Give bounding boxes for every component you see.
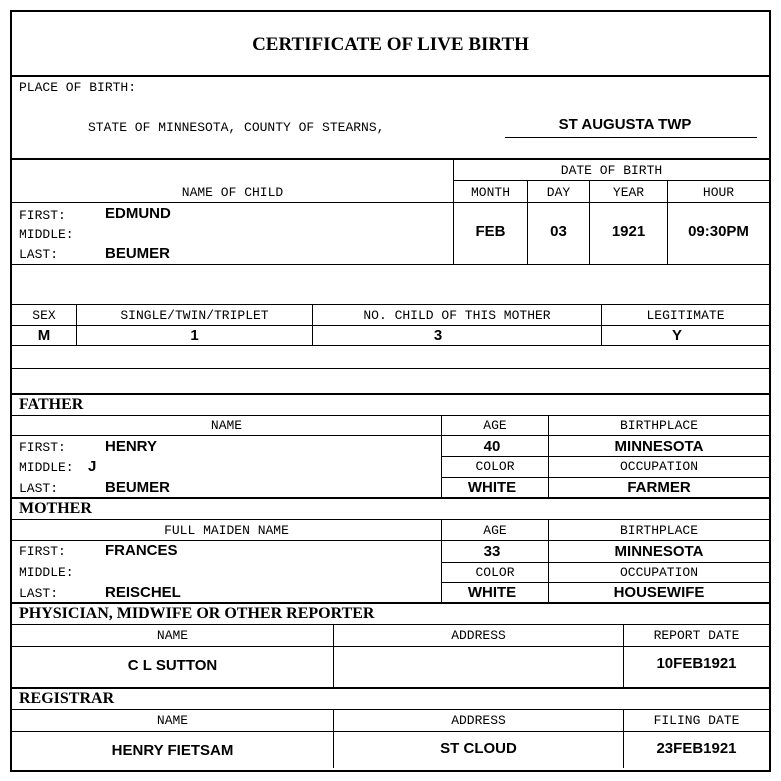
father-occupation-value: FARMER xyxy=(627,479,691,496)
registrar-address-label: ADDRESS xyxy=(451,713,506,728)
physician-report-date-value: 10FEB1921 xyxy=(656,655,737,672)
divider xyxy=(442,456,769,457)
day-label: DAY xyxy=(546,185,571,200)
mother-color-value: WHITE xyxy=(467,584,517,601)
sex-label: SEX xyxy=(32,308,56,323)
divider xyxy=(12,540,769,541)
child-last-label: LAST: xyxy=(19,247,59,262)
sex-value: M xyxy=(37,327,51,344)
birth-hour-value: 09:30PM xyxy=(688,223,749,240)
father-occupation-label: OCCUPATION xyxy=(619,459,698,474)
divider xyxy=(12,519,769,520)
divider xyxy=(12,393,769,395)
registrar-name-value: HENRY FIETSAM xyxy=(111,742,234,759)
mother-section-heading: MOTHER xyxy=(19,500,92,517)
township-underline xyxy=(505,137,757,138)
physician-section-heading: PHYSICIAN, MIDWIFE OR OTHER REPORTER xyxy=(19,605,375,622)
father-color-value: WHITE xyxy=(467,479,517,496)
father-birthplace-value: MINNESOTA xyxy=(614,438,704,455)
date-of-birth-header: DATE OF BIRTH xyxy=(560,163,663,178)
birth-year-value: 1921 xyxy=(611,223,646,240)
divider xyxy=(12,435,769,436)
child-number-value: 3 xyxy=(433,327,443,344)
father-section-heading: FATHER xyxy=(19,396,84,413)
mother-birthplace-label: BIRTHPLACE xyxy=(619,523,698,538)
certificate-title: CERTIFICATE OF LIVE BIRTH xyxy=(252,34,529,55)
father-middle-value: J xyxy=(88,458,97,475)
divider xyxy=(12,687,769,689)
father-first-value: HENRY xyxy=(105,438,157,455)
legitimate-label: LEGITIMATE xyxy=(646,308,725,323)
child-middle-label: MIDDLE: xyxy=(19,227,74,242)
birth-day-value: 03 xyxy=(550,223,567,240)
divider xyxy=(12,75,769,77)
mother-occupation-label: OCCUPATION xyxy=(619,565,698,580)
father-last-label: LAST: xyxy=(19,481,59,496)
divider xyxy=(442,477,769,478)
legitimate-value: Y xyxy=(671,327,682,344)
physician-name-value: C L SUTTON xyxy=(127,657,218,674)
divider xyxy=(12,624,769,625)
father-birthplace-label: BIRTHPLACE xyxy=(619,418,698,433)
divider xyxy=(442,562,769,563)
divider xyxy=(12,264,769,265)
mother-name-header: FULL MAIDEN NAME xyxy=(164,523,289,538)
child-first-label: FIRST: xyxy=(19,208,66,223)
registrar-filing-date-value: 23FEB1921 xyxy=(656,740,737,757)
divider xyxy=(442,582,769,583)
father-age-label: AGE xyxy=(483,418,507,433)
mother-age-label: AGE xyxy=(483,523,507,538)
physician-report-date-label: REPORT DATE xyxy=(653,628,740,643)
father-age-value: 40 xyxy=(483,438,501,455)
father-color-label: COLOR xyxy=(475,459,515,474)
registrar-name-label: NAME xyxy=(156,713,189,728)
mother-middle-label: MIDDLE: xyxy=(19,565,74,580)
divider xyxy=(12,415,769,416)
mother-first-label: FIRST: xyxy=(19,544,66,559)
divider xyxy=(12,304,769,305)
mother-first-value: FRANCES xyxy=(105,542,178,559)
divider xyxy=(12,731,769,732)
physician-address-label: ADDRESS xyxy=(451,628,506,643)
father-first-label: FIRST: xyxy=(19,440,66,455)
divider xyxy=(12,497,769,499)
plurality-label: SINGLE/TWIN/TRIPLET xyxy=(120,308,269,323)
mother-age-value: 33 xyxy=(483,543,501,560)
father-name-header: NAME xyxy=(210,418,243,433)
child-number-label: NO. CHILD OF THIS MOTHER xyxy=(363,308,551,323)
divider xyxy=(12,345,769,346)
registrar-address-value: ST CLOUD xyxy=(440,740,517,757)
registrar-section-heading: REGISTRAR xyxy=(19,690,115,707)
divider xyxy=(12,368,769,369)
township-value: ST AUGUSTA TWP xyxy=(558,116,692,133)
mother-last-label: LAST: xyxy=(19,586,59,601)
month-label: MONTH xyxy=(470,185,510,200)
name-of-child-header: NAME OF CHILD xyxy=(181,185,284,200)
physician-name-label: NAME xyxy=(156,628,189,643)
registrar-filing-date-label: FILING DATE xyxy=(653,713,740,728)
father-last-value: BEUMER xyxy=(105,479,171,496)
mother-last-value: REISCHEL xyxy=(105,584,181,601)
divider xyxy=(12,602,769,604)
divider xyxy=(453,180,769,181)
birth-month-value: FEB xyxy=(475,223,506,240)
mother-color-label: COLOR xyxy=(475,565,515,580)
child-last-value: BEUMER xyxy=(105,245,171,262)
place-of-birth-label: PLACE OF BIRTH: xyxy=(19,80,137,95)
child-first-value: EDMUND xyxy=(105,205,171,222)
plurality-value: 1 xyxy=(190,327,199,344)
hour-label: HOUR xyxy=(702,185,735,200)
divider xyxy=(12,325,769,326)
father-middle-label: MIDDLE: xyxy=(19,460,74,475)
state-county-text: STATE OF MINNESOTA, COUNTY OF STEARNS, xyxy=(88,120,385,135)
divider xyxy=(12,646,769,647)
year-label: YEAR xyxy=(612,185,645,200)
divider xyxy=(12,158,769,160)
divider xyxy=(12,202,769,203)
mother-occupation-value: HOUSEWIFE xyxy=(613,584,705,601)
divider xyxy=(12,709,769,710)
mother-birthplace-value: MINNESOTA xyxy=(614,543,704,560)
